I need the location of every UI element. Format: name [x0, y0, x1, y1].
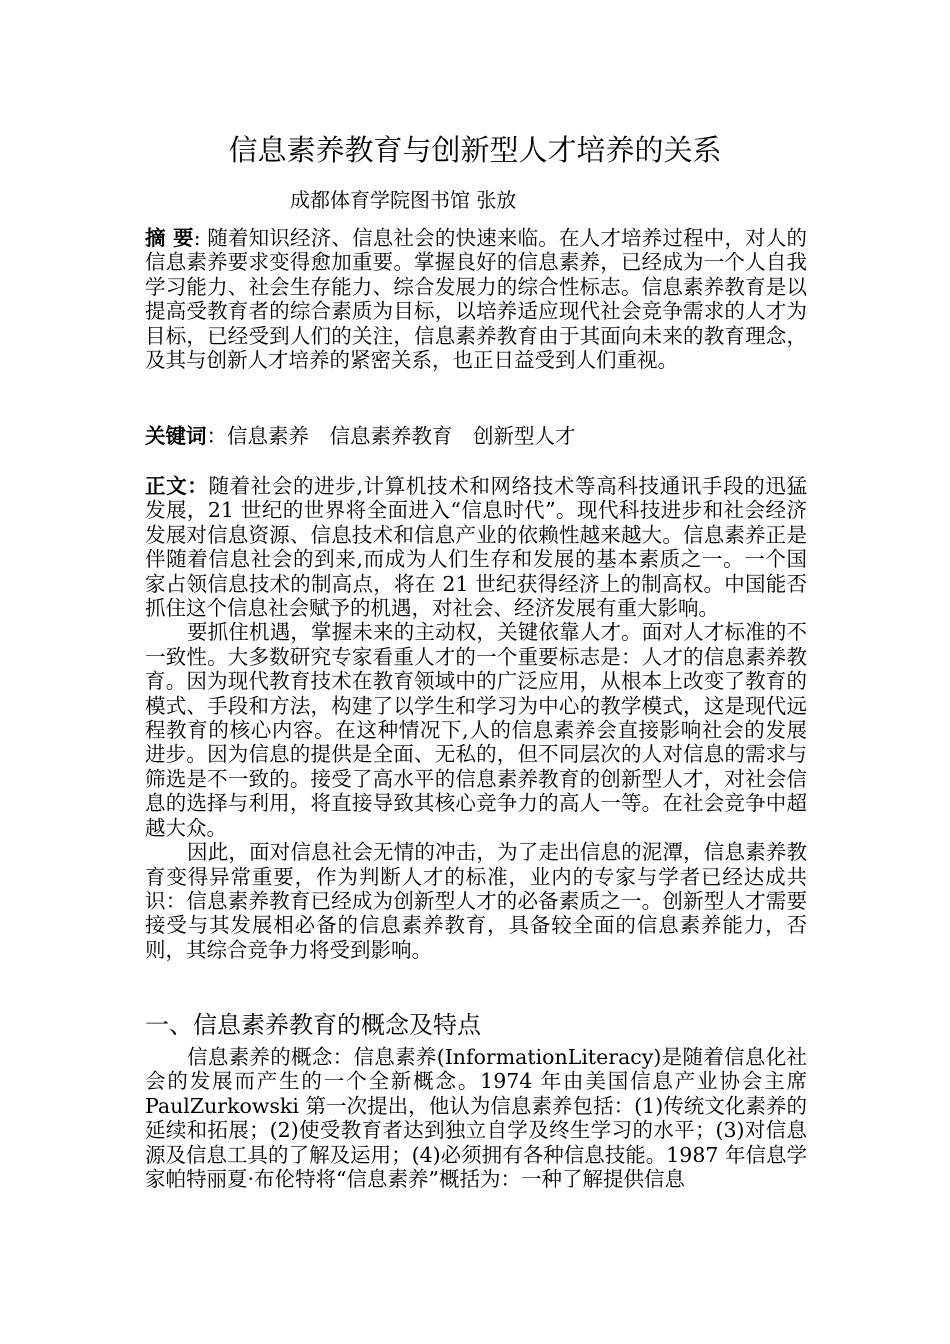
keywords-text: ：信息素养 信息素养教育 创新型人才: [206, 424, 576, 448]
body-paragraph-3: 因此，面对信息社会无情的冲击，为了走出信息的泥潭，信息素养教育变得异常重要，作为判断人才的标准，业内的专家与学者已经达成共识：信息素养教育已经成为创新型人才的必备素质之一。创新型人才需要接受与其发展相必备的信息素养教育，具备较全面的信息素养能力，否则，其综合竞争力将受到影响。: [145, 840, 807, 962]
author-line: 成都体育学院图书馆 张放: [290, 188, 517, 212]
page-title: 信息素养教育与创新型人才培养的关系: [228, 133, 722, 167]
abstract-section: [145, 226, 807, 372]
abstract-label: 摘 要: [145, 226, 194, 250]
body-paragraph-1: [145, 474, 807, 620]
keywords-section: [145, 424, 807, 448]
keywords-label: 关键词: [145, 424, 207, 448]
body-label: 正文：: [145, 474, 209, 498]
section-body: [145, 1045, 807, 1191]
body-paragraph-2: 要抓住机遇，掌握未来的主动权，关键依靠人才。面对人才标准的不一致性。大多数研究专家看重人才的一个重要标志是：人才的信息素养教育。因为现代教育技术在教育领域中的广泛应用，从根本上改变了教育的模式、手段和方法，构建了以学生和学习为中心的教学模式，这是现代远程教育的核心内容。在这种情况下,人的信息素养会直接影响社会的发展进步。因为信息的提供是全面、无私的，但不同层次的人对信息的需求与筛选是不一致的。接受了高水平的信息素养教育的创新型人才，对社会信息的选择与利用，将直接导致其核心竞争力的高人一等。在社会竞争中超越大众。: [145, 620, 807, 840]
section-paragraph-1: 信息素养的概念：信息素养(InformationLiteracy)是随着信息化社会的发展而产生的一个全新概念。1974 年由美国信息产业协会主席 PaulZurkowski 第一次提出，他认为信息素养包括：(1)传统文化素养的延续和拓展；(2)使受教育者达到独立自学及终生学习的水平；(3)对信息源及信息工具的了解及运用；(4)必须拥有各种信息技能。1987 年信息学家帕特丽夏·布伦特将“信息素养”概括为：一种了解提供信息: [145, 1045, 807, 1192]
body-section: [145, 474, 807, 962]
body-paragraph-1-text: 随着社会的进步,计算机技术和网络技术等高科技通讯手段的迅猛发展，21 世纪的世界将全面进入“信息时代”。现代科技进步和社会经济发展对信息资源、信息技术和信息产业的依赖性越来越大。信息素养正是伴随着信息社会的到来,而成为人们生存和发展的基本素质之一。一个国家占领信息技术的制高点，将在 21 世纪获得经济上的制高权。中国能否抓住这个信息社会赋予的机遇，对社会、经济发展有重大影响。: [145, 474, 808, 621]
abstract-text: : 随着知识经济、信息社会的快速来临。在人才培养过程中，对人的信息素养要求变得愈加重要。掌握良好的信息素养，已经成为一个人自我学习能力、社会生存能力、综合发展力的综合性标志。信息素养教育是以提高受教育者的综合素质为目标，以培养适应现代社会竞争需求的人才为目标，已经受到人们的关注，信息素养教育由于其面向未来的教育理念，及其与创新人才培养的紧密关系，也正日益受到人们重视。: [145, 226, 808, 373]
section-heading: 一、信息素养教育的概念及特点: [145, 1011, 481, 1039]
